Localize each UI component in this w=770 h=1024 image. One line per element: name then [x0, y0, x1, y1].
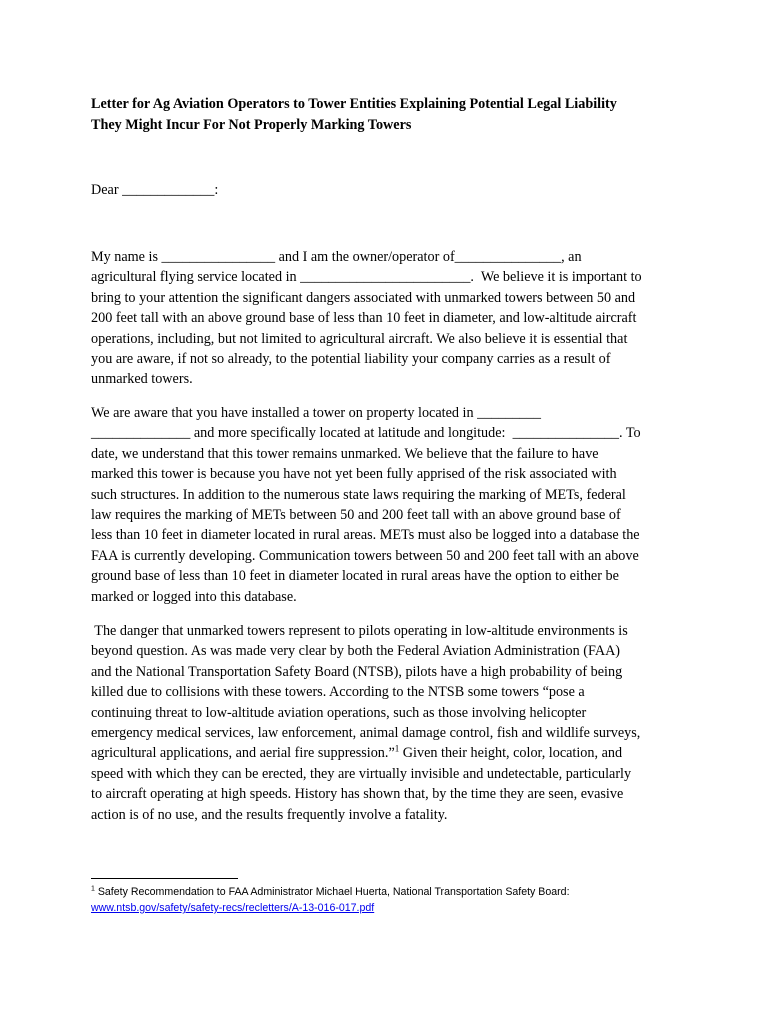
paragraph-line: to aircraft operating at high speeds. History has shown that, by the time they are seen, evasive: [91, 786, 624, 803]
paragraph-line: My name is ________________ and I am the owner/operator of_______________, an: [91, 249, 582, 265]
footnote-text-line: [91, 884, 731, 900]
paragraph-line: date, we understand that this tower remains unmarked. We believe that the failure to have: [91, 445, 599, 462]
paragraph-line: less than 10 feet in diameter located in rural areas. METs must also be logged into a database the: [91, 527, 640, 544]
title-line: Letter for Ag Aviation Operators to Tower Entities Explaining Potential Legal Liability: [91, 96, 617, 112]
paragraph-line: beyond question. As was made very clear by both the Federal Aviation Administration (FAA): [91, 643, 621, 660]
footnote-reference[interactable]: 1: [394, 743, 400, 754]
footnote-text: Safety Recommendation to FAA Administrator Michael Huerta, National Transportation Safety Board:: [94, 886, 570, 898]
paragraph-danger: [91, 621, 691, 825]
paragraph-line: operations, including, but not limited to agricultural aircraft. We also believe it is essential that: [91, 330, 628, 347]
paragraph-introduction: [91, 247, 691, 390]
paragraph-line: marked or logged into this database.: [91, 588, 297, 605]
salutation: [91, 180, 691, 200]
paragraph-line: marked this tower is because you have not yet been fully apprised of the risk associated with: [91, 466, 617, 483]
paragraph-line: action is of no use, and the results frequently involve a fatality.: [91, 806, 448, 823]
paragraph-line: unmarked towers.: [91, 371, 193, 388]
paragraph-line: We are aware that you have installed a tower on property located in _________: [91, 405, 541, 421]
salutation-text: Dear _____________:: [91, 182, 219, 198]
footnote-link-line: [91, 900, 731, 916]
paragraph-line: ground base of less than 10 feet in diameter located in rural areas have the option to either be: [91, 568, 619, 585]
paragraph-line: The danger that unmarked towers represent to pilots operating in low-altitude environments is: [91, 623, 628, 639]
paragraph-line: FAA is currently developing. Communication towers between 50 and 200 feet tall with an above: [91, 547, 639, 564]
paragraph-line-start: agricultural applications, and aerial fire suppression.”: [91, 745, 395, 762]
paragraph-line: 200 feet tall with an above ground base of less than 10 feet in diameter, and low-altitude aircraft: [91, 310, 637, 327]
footnote-divider: [91, 878, 238, 879]
paragraph-line: ______________ and more specifically located at latitude and longitude: _______________. To: [91, 425, 641, 442]
paragraph-line: emergency medical services, law enforcement, animal damage control, fish and wildlife surveys,: [91, 725, 641, 742]
paragraph-line: and the National Transportation Safety Board (NTSB), pilots have a high probability of being: [91, 663, 623, 680]
paragraph-line: law requires the marking of METs between 50 and 200 feet tall with an above ground base of: [91, 507, 621, 524]
paragraph-line: bring to your attention the significant dangers associated with unmarked towers between 50 and: [91, 289, 636, 306]
paragraph-line-end: Given their height, color, location, and: [399, 745, 623, 762]
title-line: They Might Incur For Not Properly Marking Towers: [91, 116, 412, 133]
footnote-link[interactable]: www.ntsb.gov/safety/safety-recs/recletters/A-13-016-017.pdf: [91, 902, 375, 914]
paragraph-tower-location: [91, 403, 691, 607]
paragraph-line: such structures. In addition to the numerous state laws requiring the marking of METs, federal: [91, 486, 626, 503]
document-title: [91, 94, 691, 135]
paragraph-line: agricultural flying service located in ________________________. We believe it is important to: [91, 269, 642, 286]
paragraph-line: [91, 743, 691, 763]
paragraph-line: speed with which they can be erected, they are virtually invisible and undetectable, particularly: [91, 765, 632, 782]
paragraph-line: you are aware, if not so already, to the potential liability your company carries as a result of: [91, 351, 611, 368]
paragraph-line: continuing threat to low-altitude aviation operations, such as those involving helicopter: [91, 704, 587, 721]
footnote: [91, 884, 731, 916]
paragraph-line: killed due to collisions with these towers. According to the NTSB some towers “pose a: [91, 684, 585, 701]
footnote-marker: 1: [91, 885, 95, 893]
